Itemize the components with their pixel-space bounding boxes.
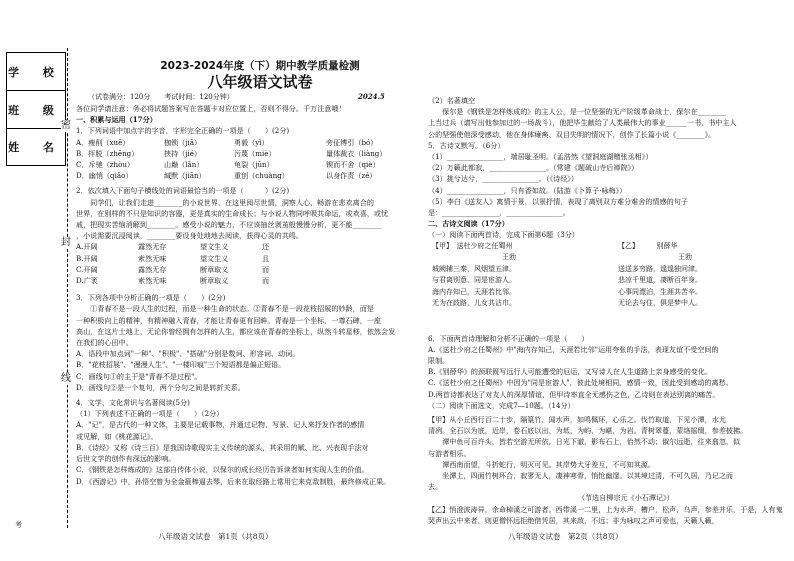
left-column bbox=[76, 103, 421, 487]
q2-option-row bbox=[76, 253, 421, 264]
question-4-line: A．"记"，是古代的一种文体，主要是记载事物，并通过记物、写景、记人来抒发作者的感情 bbox=[76, 420, 365, 430]
question-4-2-line: 保尔是《钢铁是怎样炼成的》的主人公，是一位坚强的无产阶级革命战士，保尔在________ bbox=[428, 107, 726, 117]
page-footer-1: 八年级语文试卷 第1页（共8页） bbox=[158, 532, 273, 541]
passage-line: 去。 bbox=[428, 482, 443, 492]
q2-option-row bbox=[76, 264, 421, 275]
poem-jia-title bbox=[432, 241, 592, 253]
option-cell: 望文生义 bbox=[200, 253, 229, 263]
section-heading: 一、积累与运用（17分） bbox=[76, 115, 157, 125]
option-cell: 还 bbox=[262, 242, 270, 252]
name-field: 姓 名 bbox=[8, 141, 64, 154]
question-2 bbox=[76, 185, 421, 241]
question-2-line: ，小说需要沉浸阅读，________要设身处地地去阅读，获得心灵的共鸣。 bbox=[76, 231, 303, 241]
page-footer-2: 八年级语文试卷 第2页（共8页） bbox=[508, 532, 623, 541]
passage-line: 清冽。全石以为底，近岸，卷石底以出，为坻，为屿，为嵁，为岩。青树翠蔓，蒙络摇缀，参差披拂。 bbox=[428, 426, 748, 436]
passage-line: 坐潭上，四面竹树环合，寂寥无人，凄神寒骨，悄怆幽邃。以其境过清，不可久居，乃记之而 bbox=[428, 471, 734, 481]
question-5-line: （1）________________，端居耻圣明。（孟浩然《望洞庭湖赠张丞相》） bbox=[428, 152, 653, 162]
option-cell: 锲而不舍（qiè） bbox=[326, 160, 380, 170]
question-4-line: 后世文学的创作有深远的影响。 bbox=[76, 454, 176, 464]
option-cell: C.开阔 bbox=[76, 264, 98, 274]
poem-line: 送送多穷路，遑遑独问津。 bbox=[618, 264, 702, 273]
right-column bbox=[428, 95, 790, 526]
q2-option-row bbox=[76, 275, 421, 286]
question-4-line: 或见解，如《桃花源记》。 bbox=[76, 431, 158, 441]
passage-jia bbox=[428, 414, 790, 492]
question-4-2 bbox=[428, 95, 790, 140]
question-4-2-line: 公的坚强使他深受感动，他在身体瘫痪、双目失明的情况下，创作了长篇小说《________》。 bbox=[428, 129, 716, 139]
poem-line: 悲凉千里道，凄断百年身。 bbox=[618, 276, 702, 285]
poem-yi-name: 别薛华 bbox=[656, 241, 678, 250]
option-cell: 索然无味 bbox=[138, 253, 167, 263]
q3-option: C．画线句①的主干是"青春不是过程"。 bbox=[76, 371, 202, 381]
q2-options bbox=[76, 241, 421, 286]
poem-yi-author: 王勃 bbox=[678, 253, 692, 262]
question-5-line: （2）万籁此都寂，________________。（常建《题破山寺后禅院》） bbox=[428, 163, 639, 173]
option-cell: D．幽悄（qiǎo） bbox=[76, 171, 133, 181]
q1-option-row bbox=[76, 159, 421, 170]
question-2-line: 戚，把现实苦恼消解到________。感受小说的魅力，不应该抽丝剥茧般慢慢分析，更不能________ bbox=[76, 220, 382, 230]
question-5 bbox=[428, 140, 790, 218]
question-4-line: B．《诗经》又称《诗三百》是我国诗歌现实主义传统的源头，其采用的赋、比、兴表现手法对 bbox=[76, 442, 369, 452]
question-6 bbox=[428, 333, 790, 411]
passage-source: （节选自柳宗元《小石潭记》） bbox=[578, 493, 674, 503]
question-2-line: 世界，在别样的不只是知识的容器，更是真实的生命成长；与小说人物同呼吸共命运，或欢喜，或忧 bbox=[76, 208, 389, 218]
question-1: 1．下列词语中加点字的字音，字形完全正确的一项是（ ）(2分) bbox=[76, 126, 290, 136]
option-cell: A．瘦削（xuē） bbox=[76, 137, 130, 147]
option-cell: 露然无存 bbox=[138, 264, 167, 274]
question-6-line: D.两首诗都表达了对友人的深厚情谊，但甲诗率直全无感伤之色，乙诗则在表达别离的痛苦。 bbox=[428, 389, 720, 399]
question-6-line: （二）阅读下面选文，完成7—10题。（14分） bbox=[428, 400, 575, 410]
option-cell: 龟裂（jūn） bbox=[234, 160, 274, 170]
question-4-line: C．《钢铁是怎样炼成的》这部自传体小说，以保尔的成长经历告诉读者如何实现人生的价值。 bbox=[76, 465, 369, 475]
question-5-line: （3）挑兮达兮，________________。（《诗经》） bbox=[428, 174, 578, 184]
poems bbox=[428, 241, 790, 333]
section-2-heading: 二、古诗文阅读（17分） bbox=[428, 219, 509, 229]
bind-char-mi: 密 bbox=[61, 120, 71, 131]
bind-char-xian: 线 bbox=[61, 373, 71, 384]
option-cell: 望文生义 bbox=[200, 242, 229, 252]
question-3-line: 高山，在这片土地上，无论你曾经拥有怎样的人生，都应该在青春的坐标上，纵然斗转星移，依然会发 bbox=[76, 326, 396, 336]
q2-option-row bbox=[76, 241, 421, 252]
poem-line: 无论去与住，俱是梦中人。 bbox=[618, 299, 702, 308]
bind-char-feng: 封 bbox=[61, 237, 71, 248]
option-cell: 旁征博引（bó） bbox=[326, 137, 378, 147]
option-cell: 量体裁衣（liàng） bbox=[326, 148, 387, 158]
option-cell: D.广袤 bbox=[76, 276, 98, 286]
option-cell: 以身作责（zé） bbox=[326, 171, 377, 181]
poem-jia-author: 王勃 bbox=[502, 253, 516, 262]
option-cell: 而 bbox=[262, 276, 270, 286]
poem-yi-lines bbox=[618, 264, 778, 310]
option-cell: 缄默（jiān） bbox=[164, 171, 206, 181]
question-6-line: C.《送杜少府之任蜀州》中因为"同是宦游人"，彼此处境相同，感情一致，因此受到感动的离愁。 bbox=[428, 378, 733, 388]
poem-line: 无为在歧路，儿女共沾巾。 bbox=[432, 299, 516, 308]
student-info-box bbox=[6, 52, 66, 166]
question-3-line: 一种积极向上的精神，有精神融入青春，才能让青春更有回眸。青春是一个坐标，一尊石碑，一座 bbox=[76, 315, 382, 325]
poem-jia bbox=[432, 241, 592, 310]
option-cell: 山巅（lǎn） bbox=[164, 160, 204, 170]
question-4 bbox=[76, 397, 421, 487]
option-cell: 而 bbox=[262, 264, 270, 274]
q3-options bbox=[76, 348, 421, 393]
poem-jia-name: 送杜少府之任蜀州 bbox=[456, 241, 513, 250]
question-2-line: 同学们，让我们走进________的小说世界，在这里阅尽世情，洞察人心，畅游在悲欢离合的 bbox=[76, 197, 374, 207]
option-cell: 勇毅（yì） bbox=[234, 137, 269, 147]
question-5-line: （5）李白《送友人》寓情于景，以景抒情，表现了离别双方难分难舍的情感的句子 bbox=[428, 196, 688, 206]
question-4-line: （1）下列表述不正确的一项是（ ）（2分） bbox=[76, 409, 224, 419]
poem-jia-label: 【甲】 bbox=[432, 241, 450, 250]
question-4-line: 4．文学、文化常识与名著阅读(5分) bbox=[76, 398, 190, 408]
school-field: 学 校 bbox=[7, 53, 65, 91]
question-3 bbox=[76, 292, 421, 348]
q3-option: A．语段中加点词"一种"、"积极"、"搭础"分别是数词、形容词、动词。 bbox=[76, 349, 300, 359]
option-cell: B.开阔 bbox=[76, 253, 98, 263]
option-cell: 断章取义 bbox=[200, 264, 229, 274]
option-cell: 重创（chuàng） bbox=[234, 171, 289, 181]
question-3-line: ①青春不是一段人生的过程，而是一种生命的状态。②青春不是一段花枝招展的妙龄，而是 bbox=[76, 304, 374, 314]
question-4-2-line: 上当过兵（请写出他参加过的一场战斗），他把毕生献给了人类最伟大的事业______一书，书中主人 bbox=[428, 118, 737, 128]
question-6-line: 6．下面两首诗理解和分析不正确的一项是（ ） bbox=[428, 333, 589, 343]
exam-subtitle: 八年级语文试卷 bbox=[207, 73, 313, 91]
option-cell: B．抨脱（zhēng） bbox=[76, 148, 139, 158]
question-4-2-line: （2）名著填空 bbox=[428, 96, 476, 105]
question-5-line: 5．古诗文默写。（6分） bbox=[428, 140, 505, 150]
poem-yi-title bbox=[618, 241, 778, 253]
question-3-line: 3．下列各项中分析正确的一项是（ ）(2分) bbox=[76, 293, 226, 303]
q1-option-row bbox=[76, 137, 421, 148]
exam-date: 2024.5 bbox=[358, 92, 385, 101]
option-cell: 枷锁（jiā） bbox=[164, 137, 202, 147]
option-cell: 挟持（jié） bbox=[164, 148, 202, 158]
exam-meta bbox=[88, 92, 408, 102]
question-5-line: 是：________________，________________。 bbox=[428, 208, 570, 218]
poem-yi-label: 【乙】 bbox=[618, 241, 636, 250]
q1-option-row bbox=[76, 148, 421, 159]
question-5-line: （4）________________，只有香如故。（陆游《卜算子·咏梅》） bbox=[428, 185, 627, 195]
exam-title: 2023-2024年度（下）期中教学质量检测 bbox=[160, 60, 360, 72]
poem-yi bbox=[618, 241, 778, 310]
passage-line: 与游者相乐。 bbox=[428, 448, 471, 458]
kao-label: 考 bbox=[15, 521, 22, 529]
poem-line: 海内存知己，天涯若比邻。 bbox=[432, 287, 516, 296]
question-6-line: A.《送杜少府之任蜀州》中"海内存知己，天涯若比邻"运用夸张的手法，表现友谊不受空间的 bbox=[428, 344, 719, 354]
poem-jia-lines bbox=[432, 264, 592, 310]
question-3-line: 在我们的心田中。 bbox=[76, 338, 133, 348]
poem-intro: （一）阅读下面两首诗，完成下面第6题（3分） bbox=[428, 230, 579, 240]
option-cell: 索然无味 bbox=[138, 276, 167, 286]
passage-line: 潭中鱼可百许头，皆若空游无所依。日光下澈，影布石上，佁然不动；俶尔远逝，往来翕忽，似 bbox=[428, 437, 741, 447]
question-6-line: 限制。 bbox=[428, 356, 450, 366]
q1-options bbox=[76, 137, 421, 182]
q1-option-row bbox=[76, 170, 421, 181]
option-cell: 断章取义 bbox=[200, 276, 229, 286]
poem-line: 与君离别意，同是宦游人。 bbox=[432, 276, 516, 285]
question-2-line: 2．依次填入下面句子横线处的词语最恰当的一项是（ ）(2分) bbox=[76, 186, 290, 196]
passage-line: 潭西南而望，斗折蛇行，明灭可见。其岸势犬牙差互，不可知其源。 bbox=[428, 459, 655, 469]
option-cell: A.开阔 bbox=[76, 242, 98, 252]
instruction-line: 各位同学请注意：务必将试题答案写在答题卡对应位置上，否则不得分。千万注意哦！ bbox=[76, 104, 346, 113]
option-cell: 污蔑（miè） bbox=[234, 148, 276, 158]
q3-option: D．画线句②是一个复句，两个分句之间是转折关系。 bbox=[76, 382, 245, 392]
option-cell: 露然无存 bbox=[138, 242, 167, 252]
option-cell: C．斥驰（zhòu） bbox=[76, 160, 135, 170]
passage-line: 【甲】从小丘西行百二十步，隔篁竹，闻水声，如鸣佩环，心乐之。伐竹取道，下见小潭，水尤 bbox=[428, 415, 726, 425]
poem-line: 心事同漂泊，生涯共苦辛。 bbox=[618, 287, 702, 296]
option-cell: 且 bbox=[262, 253, 270, 263]
question-6-line: B.《别薛华》的颈联既写远行人可能遭受的厄运，又写诗人在人生道路上亲身感受的变化。 bbox=[428, 367, 713, 377]
question-4-line: D．《西游记》中，孙悟空曾为全金箍棒逼去琴，后来在取经路上常用它来克敌制胜，最终修成正果。 bbox=[76, 476, 391, 486]
poem-line: 城阙辅三秦，风烟望五津。 bbox=[432, 264, 516, 273]
q3-option: B．"花枝招展"、"漫漫人生"、"一楼印痕"三个短语都是偏正短语。 bbox=[76, 360, 286, 370]
exam-meta-text: （试卷满分：120分 考试时间：120分钟） bbox=[88, 93, 234, 101]
passage-yi: 【乙】悄澄波涛异，余命棹溪之可游者。西带溪一二里，上为水声，槽户，松声，乌声，参差并乐，于是，人有鬼哭声出云中来者，则更僧怀远拒绝借凭居，其来敌，不远；非为咏叹之声可爱也，天籁人籁， bbox=[428, 504, 783, 525]
class-field: 班 级 bbox=[7, 91, 65, 129]
